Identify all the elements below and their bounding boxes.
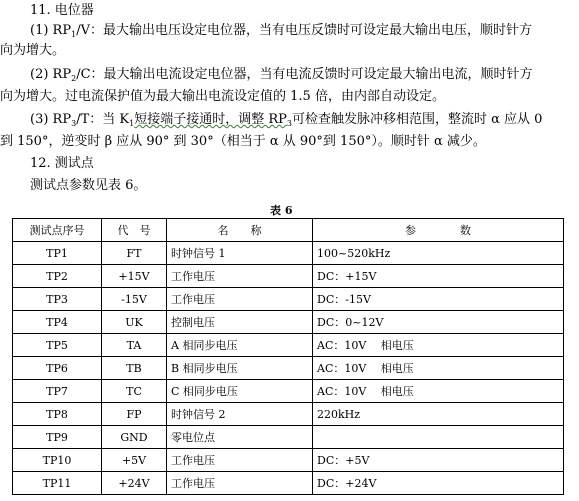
table-cell: -15V	[102, 288, 167, 311]
table-row	[13, 380, 564, 403]
rp1-text: /V：最大输出电压设定电位器，当有电压反馈时可设定最大输出电压，顺时针方	[76, 23, 532, 38]
rp3-text-c: 可检查触发脉冲移相范围，整流时 α 应从 0	[291, 112, 543, 127]
rp3-subscript-2: 3	[286, 119, 292, 128]
table-cell: AC：10V 相电压	[313, 380, 564, 403]
table-cell: DC：0~12V	[313, 311, 564, 334]
table-row	[13, 449, 564, 472]
section-12-heading: 12. 测试点	[30, 156, 94, 171]
paragraph-rp1-cont: 向为增大。	[0, 43, 66, 58]
table-cell: A 相同步电压	[167, 334, 313, 357]
table-cell: 工作电压	[167, 472, 313, 495]
table-cell: 时钟信号 2	[167, 403, 313, 426]
table-cell: TP6	[13, 357, 102, 380]
table-row	[13, 403, 564, 426]
table-row	[13, 426, 564, 449]
table-cell: TC	[102, 380, 167, 403]
rp1-subscript: 1	[71, 30, 77, 39]
rp2-prefix: (2) RP	[30, 67, 72, 82]
table-cell: FP	[102, 403, 167, 426]
paragraph-rp3	[30, 111, 542, 130]
table-cell: TP7	[13, 380, 102, 403]
table-cell: TA	[102, 334, 167, 357]
section-11-heading: 11. 电位器	[30, 3, 94, 18]
table-cell: TP11	[13, 472, 102, 495]
test-point-table	[12, 218, 564, 495]
header-cell: 名 称	[167, 219, 313, 242]
table-cell: GND	[102, 426, 167, 449]
paragraph-rp2	[30, 66, 533, 85]
rp2-text: /C：最大输出电流设定电位器，当有电流反馈时可设定最大输出电流，顺时针方	[76, 67, 533, 82]
table-cell: 零电位点	[167, 426, 313, 449]
paragraph-rp1	[30, 22, 532, 41]
table-row	[13, 265, 564, 288]
table-cell: FT	[102, 242, 167, 265]
table-cell: TP8	[13, 403, 102, 426]
table-cell: 工作电压	[167, 265, 313, 288]
header-cell: 代 号	[102, 219, 167, 242]
table-row	[13, 288, 564, 311]
paragraph-rp3-cont: 到 150°，逆变时 β 应从 90° 到 30°（相当于 α 从 90°到 150°）。顺时针 α 减少。	[0, 134, 486, 149]
rp1-prefix: (1) RP	[30, 23, 72, 38]
table-cell: DC：+5V	[313, 449, 564, 472]
table-caption: 表 6	[270, 204, 293, 217]
table-cell: +5V	[102, 449, 167, 472]
table-cell: 控制电压	[167, 311, 313, 334]
table-cell: AC：10V 相电压	[313, 334, 564, 357]
table-cell: 100~520kHz	[313, 242, 564, 265]
table-cell: +15V	[102, 265, 167, 288]
rp3-text-a: /T：当 K	[76, 112, 130, 127]
table-row	[13, 357, 564, 380]
table-cell: DC：-15V	[313, 288, 564, 311]
table-cell: 工作电压	[167, 288, 313, 311]
table-cell: 时钟信号 1	[167, 242, 313, 265]
table-cell: 220kHz	[313, 403, 564, 426]
section-12-intro: 测试点参数见表 6。	[30, 178, 147, 193]
table-cell: AC：10V 相电压	[313, 357, 564, 380]
table-cell: B 相同步电压	[167, 357, 313, 380]
table-cell: DC：+24V	[313, 472, 564, 495]
rp3-subscript: 3	[71, 119, 77, 128]
table-cell: TP10	[13, 449, 102, 472]
table-cell: TP1	[13, 242, 102, 265]
table-cell: TP9	[13, 426, 102, 449]
paragraph-rp2-cont: 向为增大。过电流保护值为最大输出电流设定值的 1.5 倍，由内部自动设定。	[0, 89, 445, 104]
table-cell: +24V	[102, 472, 167, 495]
table-cell	[313, 426, 564, 449]
rp3-text-b: 短接端子接通时，调整 RP	[134, 112, 287, 127]
table-cell: TP4	[13, 311, 102, 334]
header-cell: 参 数	[313, 219, 564, 242]
table-header-row	[13, 219, 564, 242]
table-cell: TP5	[13, 334, 102, 357]
table-row	[13, 334, 564, 357]
table-cell: 工作电压	[167, 449, 313, 472]
table-cell: TP2	[13, 265, 102, 288]
table-cell: DC：+15V	[313, 265, 564, 288]
rp2-subscript: 2	[71, 74, 77, 83]
k1-subscript: 1	[129, 119, 135, 128]
rp3-prefix: (3) RP	[30, 112, 72, 127]
table-cell: UK	[102, 311, 167, 334]
table-row	[13, 472, 564, 495]
table-row	[13, 242, 564, 265]
table-cell: TB	[102, 357, 167, 380]
table-cell: C 相同步电压	[167, 380, 313, 403]
header-cell: 测试点序号	[13, 219, 102, 242]
table-cell: TP3	[13, 288, 102, 311]
table-row	[13, 311, 564, 334]
